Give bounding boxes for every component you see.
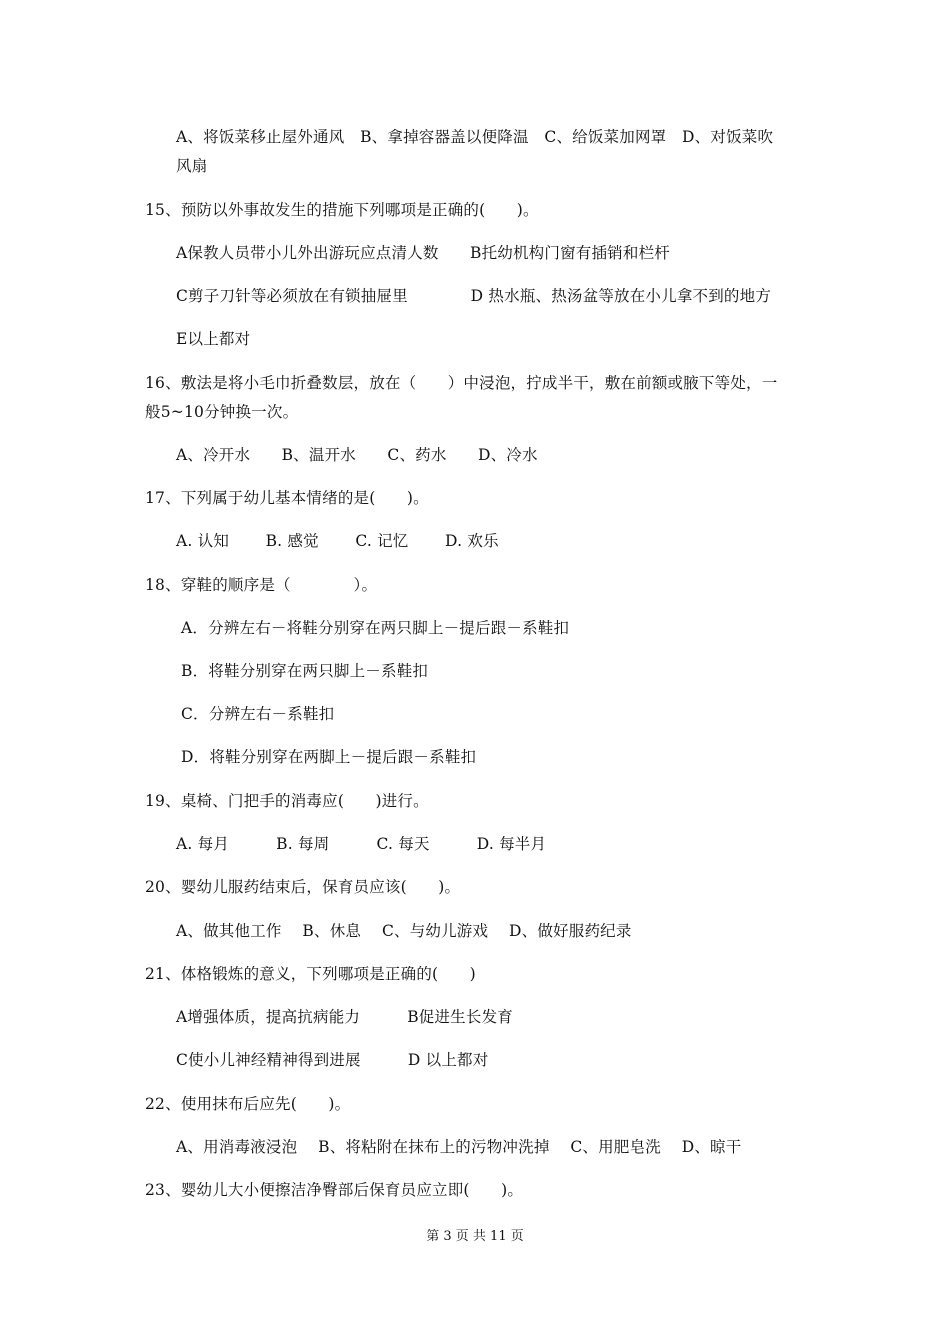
question-16-line-1: 16、敷法是将小毛巾折叠数层，放在（ ）中浸泡，拧成半干，敷在前额或腋下等处，一 bbox=[145, 374, 778, 392]
q15-option-e: E以上都对 bbox=[176, 330, 251, 348]
q22-options: A、用消毒液浸泡 B、将粘附在抹布上的污物冲洗掉 C、用肥皂洗 D、晾干 bbox=[176, 1138, 742, 1156]
question-20: 20、婴幼儿服药结束后，保育员应该( )。 bbox=[145, 878, 461, 896]
question-21: 21、体格锻炼的意义，下列哪项是正确的( ) bbox=[145, 965, 476, 983]
question-17: 17、下列属于幼儿基本情绪的是( )。 bbox=[145, 489, 429, 507]
q20-options: A、做其他工作 B、休息 C、与幼儿游戏 D、做好服药纪录 bbox=[176, 922, 632, 940]
q17-options: A. 认知 B. 感觉 C. 记忆 D. 欢乐 bbox=[176, 532, 499, 550]
q18-option-c: C．分辨左右－系鞋扣 bbox=[181, 705, 335, 723]
question-19: 19、桌椅、门把手的消毒应( )进行。 bbox=[145, 792, 429, 810]
q18-option-b: B．将鞋分别穿在两只脚上－系鞋扣 bbox=[181, 662, 429, 680]
question-22: 22、使用抹布后应先( )。 bbox=[145, 1095, 351, 1113]
q21-options-ab: A增强体质，提高抗病能力 B促进生长发育 bbox=[176, 1008, 513, 1026]
q14-options-line-1: A、将饭菜移止屋外通风 B、拿掉容器盖以便降温 C、给饭菜加网罩 D、对饭菜吹 bbox=[176, 128, 774, 146]
q19-options: A. 每月 B. 每周 C. 每天 D. 每半月 bbox=[176, 835, 547, 853]
question-16-line-2: 般5~10分钟换一次。 bbox=[145, 403, 299, 421]
q15-options-ab: A保教人员带小儿外出游玩应点清人数 B托幼机构门窗有插销和栏杆 bbox=[176, 244, 670, 262]
q15-options-cd: C剪子刀针等必须放在有锁抽屉里 D 热水瓶、热汤盆等放在小儿拿不到的地方 bbox=[176, 287, 772, 305]
q21-options-cd: C使小儿神经精神得到进展 D 以上都对 bbox=[176, 1051, 489, 1069]
q18-option-d: D．将鞋分别穿在两脚上－提后跟－系鞋扣 bbox=[181, 748, 477, 766]
question-15: 15、预防以外事故发生的措施下列哪项是正确的( )。 bbox=[145, 201, 539, 219]
q18-option-a: A．分辨左右－将鞋分别穿在两只脚上－提后跟－系鞋扣 bbox=[181, 619, 570, 637]
page-number-footer: 第 3 页 共 11 页 bbox=[426, 1229, 524, 1244]
q16-options: A、冷开水 B、温开水 C、药水 D、冷水 bbox=[176, 446, 538, 464]
question-18: 18、穿鞋的顺序是（ ）。 bbox=[145, 576, 378, 594]
question-23: 23、婴幼儿大小便擦洁净臀部后保育员应立即( )。 bbox=[145, 1181, 524, 1199]
q14-options-line-2: 风扇 bbox=[176, 157, 208, 175]
